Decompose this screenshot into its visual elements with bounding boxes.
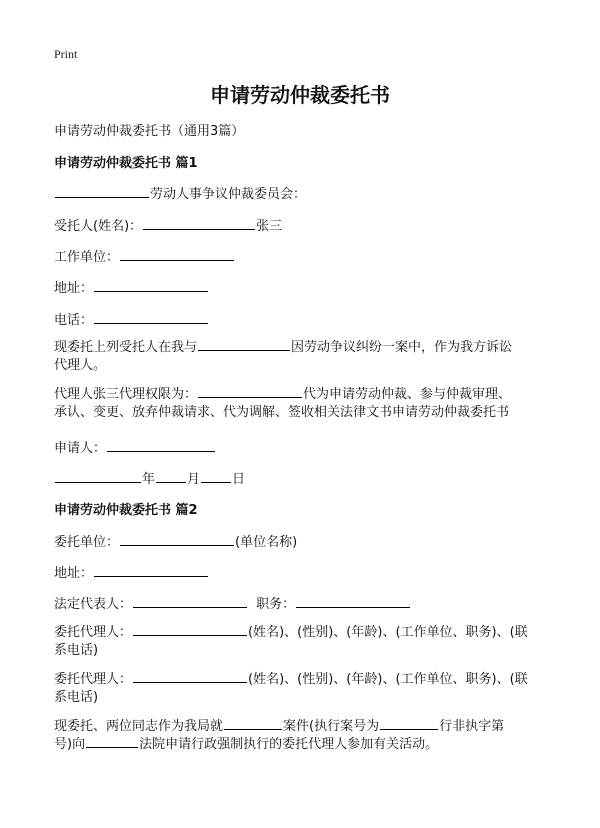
blank-field xyxy=(107,440,215,452)
blank-field xyxy=(143,218,255,230)
agent-line xyxy=(54,215,282,234)
blank-field xyxy=(380,718,438,730)
blank-field xyxy=(156,471,186,483)
blank-field xyxy=(55,471,141,483)
phone-label: 电话： xyxy=(54,313,94,328)
legal-rep-line xyxy=(54,593,411,612)
blank-field xyxy=(94,280,208,292)
entrust-text: 因劳动争议纠纷一案中，作为我方诉讼 xyxy=(291,340,513,355)
entrusting-unit-line xyxy=(54,531,297,550)
address-label: 地址： xyxy=(54,281,94,296)
unit-name-note: (单位名称) xyxy=(235,535,298,550)
authority-paragraph xyxy=(54,386,544,422)
agent2-label: 委托代理人： xyxy=(54,672,133,687)
authority-text: 代理人张三代理权限为： xyxy=(54,387,198,402)
blank-field xyxy=(120,534,234,546)
agent-label: 受托人(姓名)： xyxy=(54,219,143,234)
work-unit-line xyxy=(54,246,235,265)
applicant-line xyxy=(54,437,216,456)
document-subtitle: 申请劳动仲裁委托书（通用3篇） xyxy=(54,124,245,139)
blank-field xyxy=(94,565,208,577)
entrust-text: 代理人。 xyxy=(54,358,107,373)
agent2-fields: (姓名)、(性别)、(年龄)、(工作单位、职务)、(联 xyxy=(248,672,528,687)
agent-name: 张三 xyxy=(256,219,283,234)
address-label: 地址： xyxy=(54,566,94,581)
document-title: 申请劳动仲裁委托书 xyxy=(210,83,390,107)
final-text: 行非执字第 xyxy=(439,719,505,734)
date-day: 日 xyxy=(232,472,246,487)
agent1-fields-cont: 系电话) xyxy=(54,643,99,658)
entrust-paragraph xyxy=(54,339,544,375)
blank-field xyxy=(296,596,410,608)
date-line xyxy=(54,468,245,487)
blank-field xyxy=(198,386,302,398)
final-text: 号)向 xyxy=(54,737,86,752)
work-unit-label: 工作单位： xyxy=(54,250,120,265)
phone-line xyxy=(54,309,209,328)
blank-field xyxy=(133,624,247,636)
entrust-text: 现委托上列受托人在我与 xyxy=(54,340,198,355)
committee-line xyxy=(54,183,306,202)
committee-text: 劳动人事争议仲裁委员会： xyxy=(150,187,307,202)
address2-line xyxy=(54,562,209,581)
blank-field xyxy=(224,718,282,730)
agent1-label: 委托代理人： xyxy=(54,625,133,640)
agent2-paragraph xyxy=(54,671,544,707)
blank-field xyxy=(198,339,290,351)
final-paragraph xyxy=(54,718,544,754)
legal-rep-label: 法定代表人： xyxy=(54,597,133,612)
print-link[interactable]: Print xyxy=(54,47,78,61)
final-text: 案件(执行案号为 xyxy=(283,719,380,734)
agent1-paragraph xyxy=(54,624,544,660)
final-text: 法院申请行政强制执行的委托代理人参加有关活动。 xyxy=(139,737,439,752)
date-month: 月 xyxy=(187,472,201,487)
agent1-fields: (姓名)、(性别)、(年龄)、(工作单位、职务)、(联 xyxy=(248,625,528,640)
section1-heading: 申请劳动仲裁委托书 篇1 xyxy=(54,156,198,171)
applicant-label: 申请人： xyxy=(54,441,107,456)
blank-field xyxy=(86,736,138,748)
blank-field xyxy=(133,671,247,683)
blank-field xyxy=(201,471,231,483)
final-text: 现委托、两位同志作为我局就 xyxy=(54,719,224,734)
section2-heading: 申请劳动仲裁委托书 篇2 xyxy=(54,503,198,518)
blank-field xyxy=(55,186,149,198)
authority-text: 承认、变更、放弃仲裁请求、代为调解、签收相关法律文书申请劳动仲裁委托书 xyxy=(54,405,510,420)
address-line xyxy=(54,277,209,296)
entrusting-unit-label: 委托单位： xyxy=(54,535,120,550)
authority-text: 代为申请劳动仲裁、参与仲裁审理、 xyxy=(303,387,512,402)
agent2-fields-cont: 系电话) xyxy=(54,690,99,705)
blank-field xyxy=(133,596,247,608)
date-year: 年 xyxy=(142,472,156,487)
blank-field xyxy=(94,312,208,324)
blank-field xyxy=(120,249,234,261)
position-label: 职务： xyxy=(256,597,296,612)
